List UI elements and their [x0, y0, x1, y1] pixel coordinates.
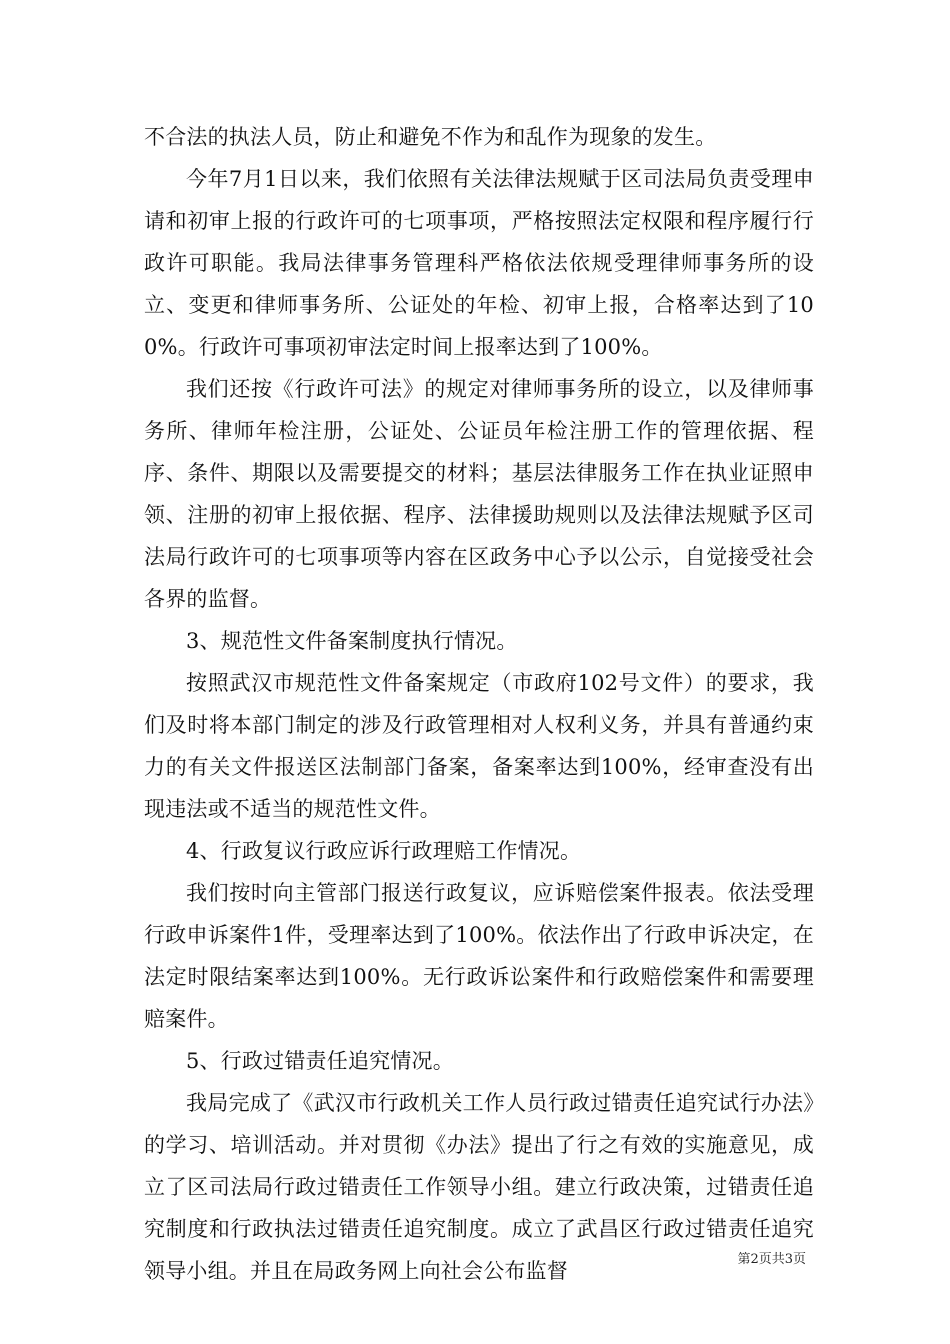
- paragraph-licensing-publicity: 我们还按《行政许可法》的规定对律师事务所的设立，以及律师事务所、律师年检注册，公证处、公证员年检注册工作的管理依据、程序、条件、期限以及需要提交的材料；基层法律服务工作在执业证照申领、注册的初审上报依据、程序、法律援助规则以及法律法规赋予区司法局行政许可的七项事项等内容在区政务中心予以公示，自觉接受社会各界的监督。: [144, 377, 814, 611]
- paragraph-administrative-review: 我们按时向主管部门报送行政复议，应诉赔偿案件报表。依法受理行政申诉案件1件，受理率达到了100%。依法作出了行政申诉决定，在法定时限结案率达到100%。无行政诉讼案件和行政赔偿案件和需要理赔案件。: [144, 881, 814, 1031]
- paragraph-accountability: 我局完成了《武汉市行政机关工作人员行政过错责任追究试行办法》的学习、培训活动。并对贯彻《办法》提出了行之有效的实施意见，成立了区司法局行政过错责任工作领导小组。建立行政决策，过错责任追究制度和行政执法过错责任追究制度。成立了武昌区行政过错责任追究领导小组。并且在局政务网上向社会公布监督: [144, 1091, 814, 1283]
- paragraph-administrative-licensing: 今年7月1日以来，我们依照有关法律法规赋于区司法局负责受理申请和初审上报的行政许可的七项事项，严格按照法定权限和程序履行行政许可职能。我局法律事务管理科严格依法依规受理律师事务所的设立、变更和律师事务所、公证处的年检、初审上报，合格率达到了100%。行政许可事项初审法定时间上报率达到了100%。: [144, 167, 814, 359]
- section-heading-3: 3、规范性文件备案制度执行情况。: [186, 629, 518, 653]
- section-heading-5: 5、行政过错责任追究情况。: [186, 1049, 454, 1073]
- paragraph-normative-documents: 按照武汉市规范性文件备案规定（市政府102号文件）的要求，我们及时将本部门制定的涉及行政管理相对人权利义务，并具有普通约束力的有关文件报送区法制部门备案，备案率达到100%，经审查没有出现违法或不适当的规范性文件。: [144, 671, 814, 821]
- page-number-footer: 第2页共3页: [737, 1252, 806, 1267]
- paragraph-continuation: 不合法的执法人员，防止和避免不作为和乱作为现象的发生。: [144, 125, 717, 149]
- section-heading-4: 4、行政复议行政应诉行政理赔工作情况。: [186, 839, 582, 863]
- document-body: [144, 116, 814, 1292]
